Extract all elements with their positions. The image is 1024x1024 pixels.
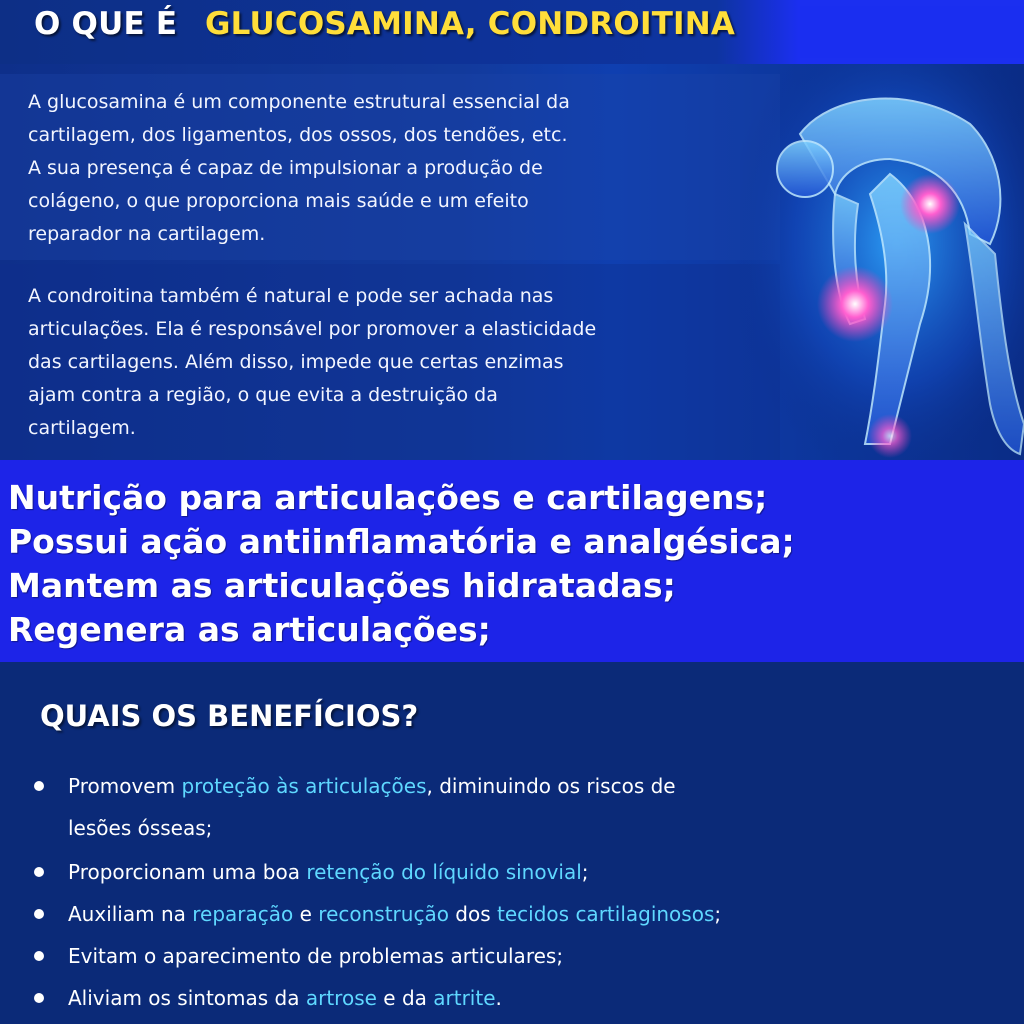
joint-pain-figure-illustration [740, 64, 1024, 460]
title-accent-block [800, 6, 1024, 58]
benefit-text-part: . [495, 986, 502, 1010]
benefit-text-part: Aliviam os sintomas da [68, 986, 306, 1010]
benefit-text-part: Auxiliam na [68, 902, 193, 926]
text-line: A glucosamina é um componente estrutural essencial da [28, 91, 570, 113]
benefit-highlight: reconstrução [318, 902, 449, 926]
text-line: articulações. Ela é responsável por promover a elasticidade [28, 318, 597, 340]
benefit-highlight: retenção do líquido sinovial [306, 860, 582, 884]
pain-spot-knee [817, 266, 893, 342]
glucosamine-paragraph [28, 86, 748, 251]
text-line: cartilagem, dos ligamentos, dos ossos, dos tendões, etc. [28, 124, 568, 146]
benefit-text-part: e [293, 902, 319, 926]
benefit-text-part: ; [581, 860, 589, 884]
claims-band [0, 460, 1024, 662]
text-line: cartilagem. [28, 417, 136, 439]
benefit-text: lesões ósseas; [68, 816, 213, 840]
benefit-highlight: artrose [305, 986, 377, 1010]
benefit-highlight: reparação [192, 902, 294, 926]
bullet-icon [34, 867, 44, 877]
claim-line: Mantem as articulações hidratadas; [8, 566, 676, 605]
text-line: ajam contra a região, o que evita a destruição da [28, 384, 498, 406]
title-highlight: GLUCOSAMINA, CONDROITINA [205, 6, 736, 42]
figure-head [777, 141, 833, 197]
title-bar [0, 0, 1024, 64]
bullet-icon [34, 993, 44, 1003]
text-line: das cartilagens. Além disso, impede que certas enzimas [28, 351, 564, 373]
benefit-text: Evitam o aparecimento de problemas articulares; [68, 944, 564, 968]
text-line: colágeno, o que proporciona mais saúde e um efeito [28, 190, 529, 212]
bullet-icon [34, 781, 44, 791]
benefit-highlight: artrite [433, 986, 496, 1010]
benefit-highlight: proteção às articulações [181, 774, 427, 798]
benefit-text [68, 766, 676, 806]
benefits-heading: QUAIS OS BENEFÍCIOS? [40, 699, 419, 733]
pain-spot-hip [900, 174, 960, 234]
benefit-text [68, 852, 589, 892]
claim-line: Regenera as articulações; [8, 610, 491, 649]
text-line: A sua presença é capaz de impulsionar a produção de [28, 157, 543, 179]
benefit-text-part: , diminuindo os riscos de [426, 774, 676, 798]
benefit-text-part: Promovem [68, 774, 182, 798]
benefit-text [68, 894, 721, 934]
benefit-text-part: ; [714, 902, 722, 926]
bullet-icon [34, 909, 44, 919]
benefit-text-part: dos [448, 902, 498, 926]
benefit-text-part: Proporcionam uma boa [68, 860, 307, 884]
chondroitin-paragraph [28, 280, 748, 445]
benefit-highlight: tecidos cartilaginosos [497, 902, 715, 926]
pain-spot-ankle [868, 414, 912, 458]
claim-line: Possui ação antiinflamatória e analgésica; [8, 522, 795, 561]
claim-line: Nutrição para articulações e cartilagens; [8, 478, 768, 517]
bullet-icon [34, 951, 44, 961]
text-line: reparador na cartilagem. [28, 223, 266, 245]
text-line: A condroitina também é natural e pode ser achada nas [28, 285, 554, 307]
benefit-text-part: e da [376, 986, 434, 1010]
benefit-text [68, 978, 502, 1018]
title-prefix: O QUE É [34, 6, 178, 42]
